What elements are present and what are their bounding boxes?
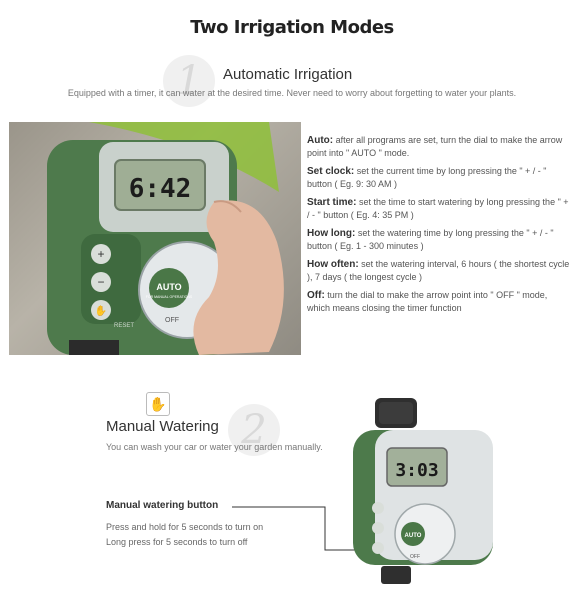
modes-list [307, 134, 572, 315]
page-title: Two Irrigation Modes [190, 17, 394, 38]
manual-description: You can wash your car or water your garden manually. [106, 442, 323, 452]
mode-auto: Auto: after all programs are set, turn the dial to make the arrow point into " AUTO " mode. [307, 135, 563, 158]
lcd-display-2: 3:03 [395, 460, 439, 481]
hand-icon: ✋ [146, 392, 170, 416]
timer-product-illustration [345, 398, 495, 588]
dial-sub-label: FOR MANUAL OPERATIONS [145, 295, 193, 299]
step-number-1: 1 [163, 55, 215, 107]
reset-label: RESET [113, 323, 135, 329]
mode-how-long: How long: set the watering time by long pressing the " + / - " button ( Eg. 1 - 300 minutes ) [307, 228, 554, 251]
manual-heading: Manual Watering [106, 418, 219, 435]
timer-closeup-illustration [9, 122, 301, 355]
mode-off: Off: turn the dial to make the arrow point into " OFF " mode, which means closing the timer function [307, 290, 548, 313]
mode-start-time: Start time: set the time to start watering by long pressing the " + / - " button ( Eg. 4: 35 PM ) [307, 197, 569, 220]
auto-heading: Automatic Irrigation [223, 66, 353, 83]
dial-auto-label: AUTO [156, 282, 182, 292]
dial-off-label: OFF [165, 317, 179, 324]
dial2-off-label: OFF [410, 554, 420, 560]
manual-button-label: Manual watering button [106, 500, 219, 511]
mode-set-clock: Set clock: set the current time by long pressing the " + / - " button ( Eg. 9: 30 AM ) [307, 166, 547, 189]
svg-text:✋: ✋ [94, 306, 108, 317]
svg-text:−: − [97, 275, 105, 289]
timer-photo-hand [9, 122, 301, 355]
svg-text:+: + [97, 247, 105, 261]
step-number-2: 2 [228, 404, 280, 456]
dial2-auto-label: AUTO [404, 533, 422, 539]
mode-how-often: How often: set the watering interval, 6 hours ( the shortest cycle ), 7 days ( the longest cycle ) [307, 259, 570, 282]
auto-description: Equipped with a timer, it can water at the desired time. Never need to worry about forgetting to water your plants. [67, 88, 517, 98]
lcd-display-1: 6:42 [128, 174, 192, 204]
manual-button-description: Press and hold for 5 seconds to turn on Long press for 5 seconds to turn off [106, 522, 264, 547]
